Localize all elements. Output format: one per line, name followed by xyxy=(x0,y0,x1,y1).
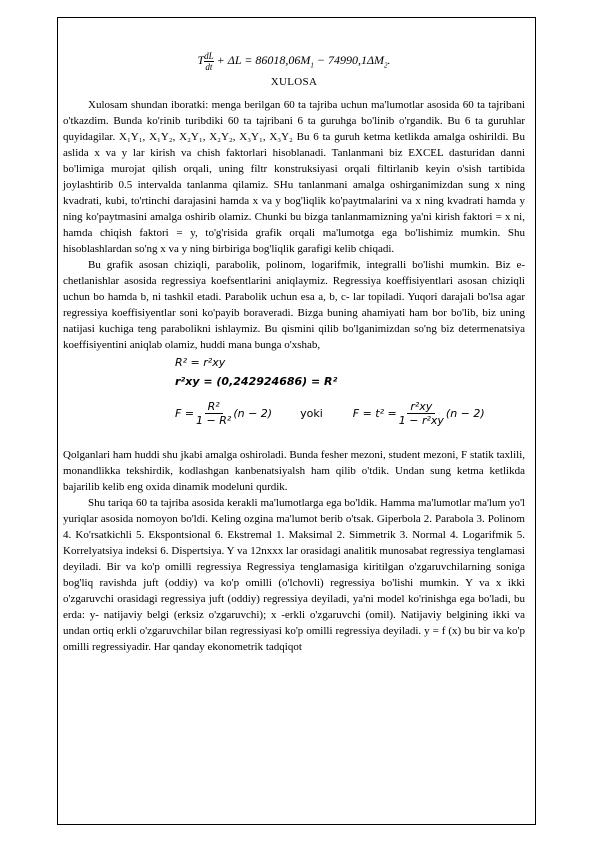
eq-tail: . xyxy=(387,53,391,67)
formula-yoki: yoki xyxy=(300,406,323,420)
eq-fraction xyxy=(204,51,214,72)
eq-numerator: dL xyxy=(204,50,214,61)
eq-symbol-T: T xyxy=(197,53,205,67)
paragraph-3: Qolganlari ham huddi shu jkabi amalga oshiroladi. Bunda fesher mezoni, student mezoni, F statik taxlili, monandlikka tekshirdik, kodlashgan kanbenatsiyalsh ham qilib o'tdik. Undan sung ketma ketlikda bajarilib kelib eng oxida dinamik modeluni qurdik. xyxy=(63,449,525,493)
formula-r2-number: (0,242924686) = R² xyxy=(216,375,338,388)
formula-equals: = xyxy=(199,375,217,388)
eq-denominator: dt xyxy=(205,61,213,72)
formula-block xyxy=(63,353,525,435)
formula-f-lhs: F = xyxy=(175,406,195,420)
paragraph-1: Xulosam shundan iboratki: menga berilgan 60 ta tajriba uchun ma'lumotlar asosida 60 ta tajribani o'tkazdim. Bunda ko'rinib turibdiki 60 ta tajribani 6 ta guruhga bo'linib o'rgandik. Bu 6 ta guruhlar quyidagilar. X₁Y₁, X₁Y₂, X₂Y₁, X₂Y₂, X₃Y₁, X₃Y₂ Bu 6 ta guruh ketma ketlikda amalga oshirildi. Bu aslida x va y lar kirish va chish faktorlari hisoblanadi. Tanlanmani biz EXCEL dasturidan danni bo'limiga murojat qilish orqali, uning filtr konstruksiyasi orqali filtirlanib keyin o'sish tartibida joylashtirib 0.5 intervalda tanlanma qilamiz. SHu tanlanmani amalga oshirganimizdan sung x ning kvadrati, kubi, to'rtinchi darajasini hamda x va y bog'liqlik ko'paytmalarini va x ning kvadrati hamda y ning ko'paytmasini amalga oshirib olamiz. Chunki bu bizga tanlanmamizning ya'ni kirish faktori = x ni, hamda chiqish faktori = y, to'g'risida grafik orqali ma'lumotga ega bo'lishimiz mumkin. Shu hisoblashlardan so'ng x va y ning birbiriga bog'liqlik garafigi kelib chiqadi. xyxy=(63,99,525,255)
formula-f-den: 1 − R² xyxy=(196,413,232,427)
formula-t2-fraction xyxy=(399,400,444,427)
formula-r2xy: r²xy xyxy=(175,375,200,388)
section-heading: XULOSA xyxy=(270,76,318,88)
formula-f-fraction xyxy=(196,400,231,427)
eq-body: + ΔL = 86018,06M xyxy=(216,53,311,67)
formula-r2: R² = r²xy xyxy=(175,356,226,369)
formula-t2-lhs: F = t² = xyxy=(352,406,397,420)
formula-t2-num: r²xy xyxy=(407,400,435,414)
formula-t2-den: 1 − r²xy xyxy=(398,413,444,427)
paragraph-4: Shu tariqa 60 ta tajriba asosida kerakli ma'lumotlarga ega bo'ldik. Hamma ma'lumotlar ma'lum yo'l yuriqlar asosida nomoyon bo'ldi. Keling ozgina ma'lumot berib o'tsak. Giperbola 2. Parabola 3. Polinom 4. Ko'rsatkichli 5. Ekspontsional 6. Ekstremal 1. Maksimal 2. Simmetrik 3. Normal 4. Logarifmik 5. Korrelyatsiya indeksi 6. Dispertsiya. Y va 12nxxx lar orasidagi analitik munosabat regressiya tenglamasi deyiladi. Bir va ko'p omilli regressiya Regressiya tenglamasiga kiritilgan o'zgaruvchilarning soniga bog'liq ravishda juft (oddiy) va ko'p omilli (o'lchovli) regressiya bo'lishi mumkin. Y va x ikki o'zgaruvchi orasidagi regressiya juft (oddiy) regressiya deyiladi, ya'ni model ko'rinishga ega bo'ladi, bu erda: y- natijaviy belgi (erksiz o'zgaruvchi); x -erkli o'zgaruvchi (omil). Natijaviy belgining ikki va undan ortiq erkli o'zgaruvchilar bilan regressiyasi ko'p omilli regressiya deyiladi. y = f (x) bu bir va ko'p omilli regressiyadir. Har qanday ekonometrik tadqiqot xyxy=(63,497,525,653)
paragraph-2: Bu grafik asosan chiziqli, parabolik, polinom, logarifmik, integralli bo'lishi mumkin. Biz e-chetlanishlar asosida regressiya koefsentlarini aniqlaymiz. Regressiya koeffisiyentlari asosan chiziqli uchun bo hamda b, ni tashkil etadi. Parabolik uchun esa a, b, c- lar topiladi. Yuqori darajali bo'lsa agar regressiya koeffisiyentlar soni ko'payib boraveradi. Bizga buning ahamiyati ham bor bo'lib, biz uning natijasi kuchiga teng parabolikni ishlaymiz. Bu qismini qilib bo'lganimizdan so'ng biz determenatsiya koeffisiyentini aniqlab olamiz, huddi mana bunga o'xshab, xyxy=(63,259,525,351)
formula-r2-value xyxy=(175,372,525,391)
formula-f-num: R² xyxy=(205,400,223,414)
eq-body-2: − 74990,1ΔM xyxy=(313,53,385,67)
formula-f-tail: (n − 2) xyxy=(233,406,273,420)
formula-t2-tail: (n − 2) xyxy=(445,406,485,420)
top-equation: T $\frac{dL}{dt}$ + $\Delta L = 86018,06M_1 - 74990,1\Delta M_2$. xyxy=(197,50,391,72)
document-body xyxy=(63,44,525,655)
formula-f-statistic xyxy=(175,391,525,435)
